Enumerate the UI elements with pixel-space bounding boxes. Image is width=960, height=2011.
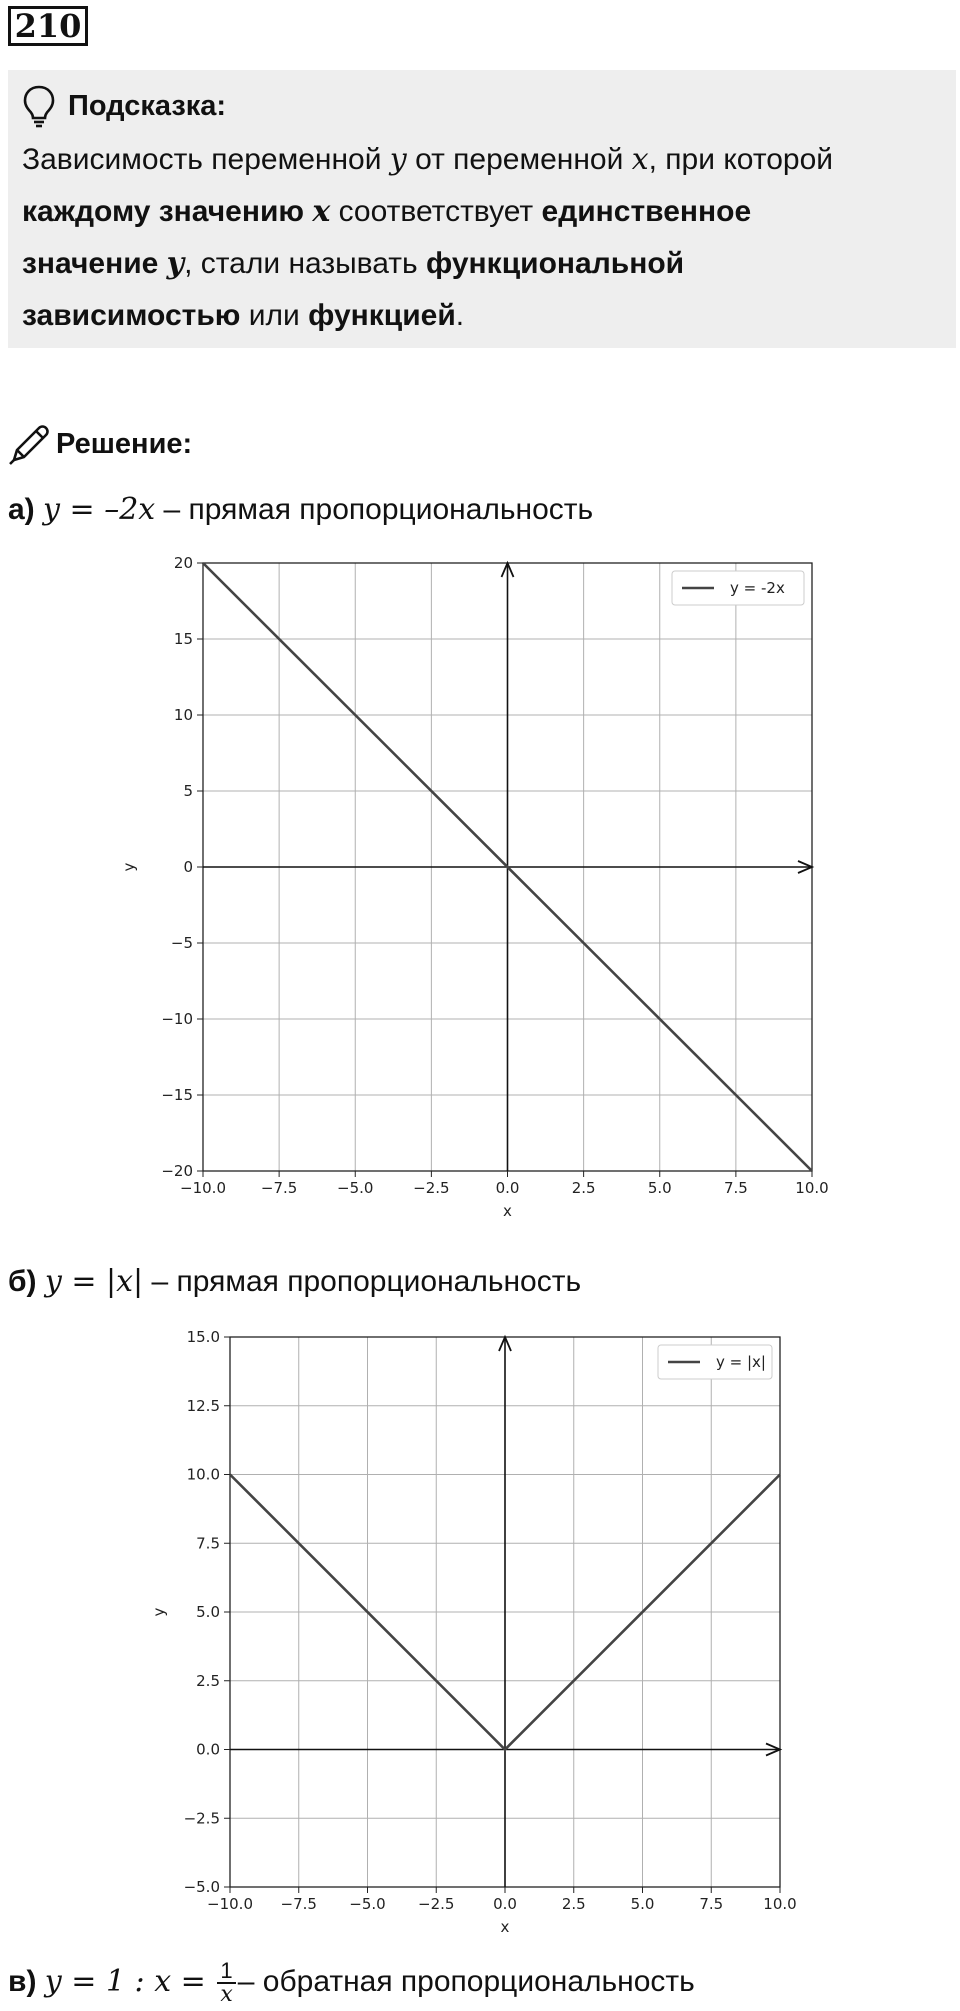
hint-title: Подсказка: <box>68 89 227 122</box>
chart-a <box>0 555 960 1235</box>
hint-text-segment: Зависимость переменной <box>22 143 390 176</box>
x-tick-label: 5.0 <box>630 1895 655 1913</box>
part-formula: y = 1 : x = <box>44 1963 216 1999</box>
y-tick-label: −5.0 <box>183 1878 220 1896</box>
part-a-heading <box>8 490 593 530</box>
x-tick-label: 2.5 <box>561 1895 586 1913</box>
hint-bold-segment: значение <box>22 247 167 280</box>
x-tick-label: 7.5 <box>699 1895 724 1913</box>
hint-text-segment: соответствует <box>330 195 542 228</box>
hint-text-segment: . <box>455 299 465 332</box>
x-axis-label: x <box>503 1202 512 1220</box>
hint-line-4 <box>22 290 944 342</box>
lightbulb-icon <box>22 84 56 128</box>
math-variable: y <box>166 246 185 281</box>
x-tick-label: −5.0 <box>337 1179 374 1197</box>
y-axis-label: y <box>120 862 138 872</box>
math-variable: x <box>631 142 649 177</box>
y-tick-label: −10 <box>161 1010 193 1028</box>
math-variable: x <box>312 194 331 229</box>
part-formula: y = |x| <box>44 1264 144 1299</box>
x-tick-label: −5.0 <box>349 1895 386 1913</box>
y-tick-label: 20 <box>173 555 193 572</box>
hint-bold-segment: функцией <box>308 299 456 332</box>
y-tick-label: 15 <box>173 630 193 648</box>
y-tick-label: 12.5 <box>186 1396 220 1415</box>
math-variable: y <box>389 142 407 177</box>
hint-line-3 <box>22 238 944 290</box>
x-axis-label: x <box>500 1918 510 1936</box>
solution-header <box>8 418 192 470</box>
hint-text-segment: , стали называть <box>184 247 427 280</box>
y-tick-label: 5 <box>183 782 193 800</box>
part-label: а) <box>8 493 35 526</box>
solution-title: Решение: <box>56 427 193 460</box>
y-tick-label: −2.5 <box>183 1809 220 1828</box>
x-tick-label: −2.5 <box>413 1179 450 1197</box>
hint-box <box>8 70 956 348</box>
y-tick-label: 10.0 <box>186 1465 220 1484</box>
x-tick-label: −2.5 <box>418 1895 455 1913</box>
y-tick-label: 7.5 <box>196 1534 220 1553</box>
x-tick-label: 2.5 <box>571 1179 596 1197</box>
part-b-heading <box>8 1262 581 1302</box>
part-description: – прямая пропорциональность <box>155 493 594 526</box>
x-tick-label: −7.5 <box>280 1895 317 1913</box>
hint-bold-segment: функциональной <box>426 247 685 280</box>
hint-text <box>20 134 944 342</box>
fraction <box>217 1960 235 2006</box>
legend-label: y = |x| <box>716 1353 766 1371</box>
x-tick-label: 10.0 <box>795 1179 829 1197</box>
y-tick-label: 5.0 <box>196 1603 220 1621</box>
x-tick-label: −10.0 <box>180 1179 226 1197</box>
legend-label: y = -2x <box>730 579 785 597</box>
hint-text-segment: , при которой <box>648 143 834 176</box>
chart-b <box>0 1325 960 1945</box>
y-tick-label: 2.5 <box>196 1671 220 1690</box>
hint-bold-segment: единственное <box>541 195 752 228</box>
y-tick-label: 0 <box>183 858 193 876</box>
y-axis-label: y <box>150 1607 168 1617</box>
hint-header <box>20 78 944 134</box>
x-tick-label: 7.5 <box>723 1179 748 1197</box>
x-tick-label: 10.0 <box>763 1895 797 1913</box>
x-tick-label: 5.0 <box>647 1179 672 1197</box>
y-tick-label: −5 <box>170 934 193 952</box>
y-tick-label: −15 <box>161 1086 193 1104</box>
hint-bold-segment: каждому значению <box>22 195 313 228</box>
hint-text-segment: или <box>240 299 309 332</box>
x-tick-label: 0.0 <box>493 1895 517 1913</box>
y-tick-label: 0.0 <box>196 1740 220 1759</box>
y-tick-label: 10 <box>173 706 193 724</box>
task-number: 210 <box>8 6 88 46</box>
x-tick-label: −7.5 <box>260 1179 298 1197</box>
y-tick-label: −20 <box>161 1162 193 1180</box>
hint-line-1 <box>22 134 944 186</box>
pencil-icon <box>8 422 52 466</box>
hint-line-2 <box>22 186 944 238</box>
hint-bold-segment: зависимостью <box>22 299 241 332</box>
fraction-numerator: 1 <box>217 1960 235 1984</box>
part-label: в) <box>8 1964 37 1998</box>
y-tick-label: 15.0 <box>186 1328 220 1346</box>
hint-text-segment: от переменной <box>406 143 632 176</box>
x-tick-label: 0.0 <box>495 1179 520 1197</box>
part-label: б) <box>8 1265 37 1298</box>
part-description: – прямая пропорциональность <box>143 1265 582 1298</box>
part-formula: y = –2x <box>43 492 156 527</box>
part-c-heading <box>8 1960 695 2006</box>
fraction-denominator: x <box>220 1982 233 2007</box>
x-tick-label: −10.0 <box>207 1895 253 1913</box>
part-description: – обратная пропорциональность <box>237 1964 695 1998</box>
